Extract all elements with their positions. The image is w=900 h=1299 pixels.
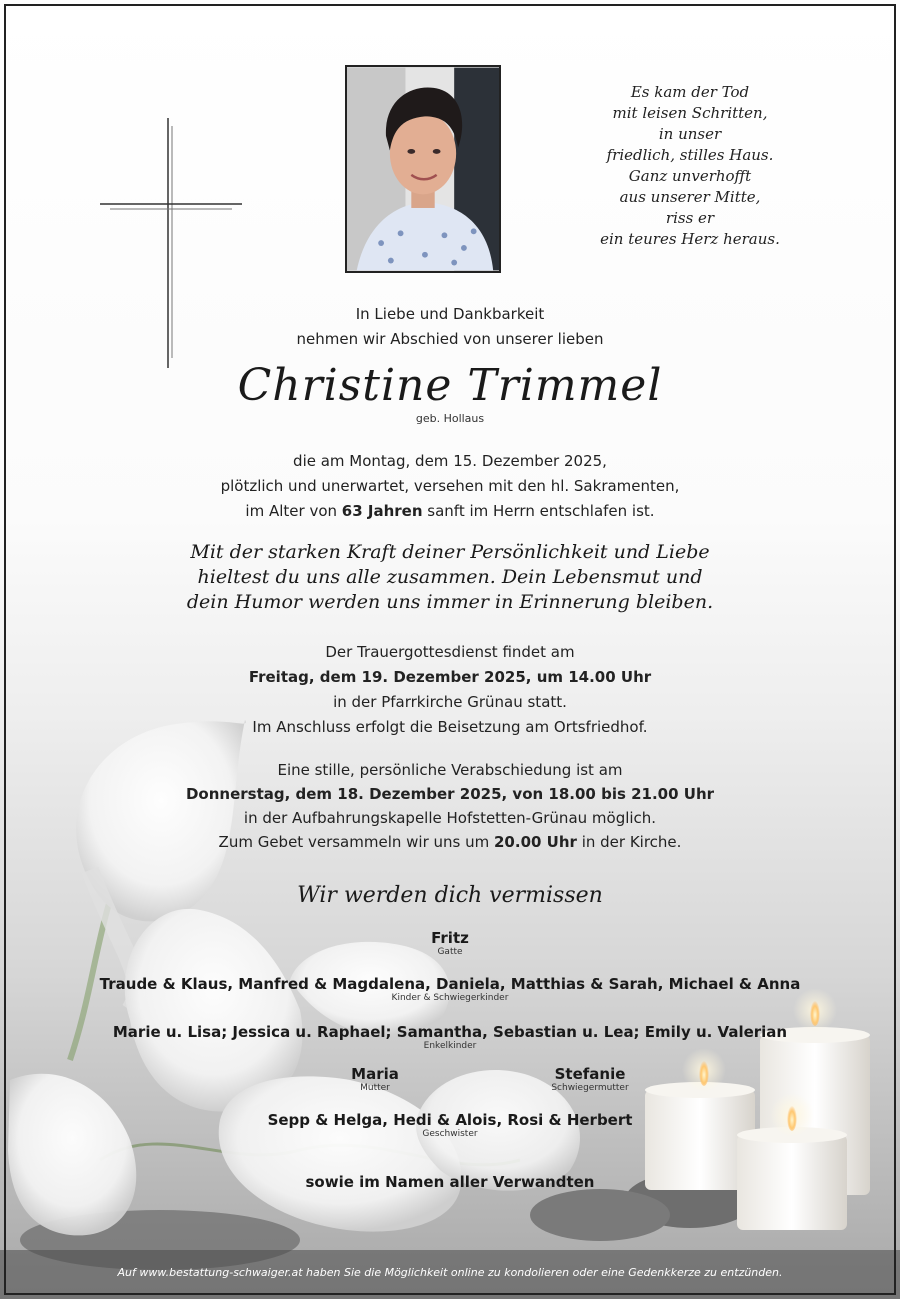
children-role: Kinder & Schwiegerkinder <box>391 993 509 1003</box>
spouse-name: Fritz <box>431 929 469 947</box>
farewell-info <box>40 758 860 854</box>
poem-line: riss er <box>665 209 715 227</box>
service-date-text: Freitag, dem 19. Dezember 2025, um 14.00 Uhr <box>248 668 652 686</box>
farewell-line-1: Eine stille, persönliche Verabschiedung ist am <box>277 761 623 779</box>
mother-name: Maria <box>351 1065 399 1083</box>
poem-line: mit leisen Schritten, <box>612 104 768 122</box>
quote-line: Mit der starken Kraft deiner Persönlichkeit und Liebe <box>190 541 710 563</box>
death-line-1: die am Montag, dem 15. Dezember 2025, <box>293 452 607 470</box>
family-spouse <box>40 929 860 957</box>
farewell-date <box>40 782 860 806</box>
relatives-text: sowie im Namen aller Verwandten <box>305 1173 595 1191</box>
siblings-role: Geschwister <box>422 1129 478 1139</box>
poem <box>560 82 820 250</box>
death-notice <box>40 449 860 524</box>
quote-line: hieltest du uns alle zusammen. Dein Lebensmut und <box>197 566 703 588</box>
maiden-name: geb. Hollaus <box>415 412 485 425</box>
intro-line: In Liebe und Dankbarkeit <box>355 305 545 323</box>
age: 63 Jahren <box>341 502 423 520</box>
mother-in-law-role: Schwiegermutter <box>551 1083 629 1093</box>
portrait-image <box>347 67 499 271</box>
family-mother <box>315 1065 435 1093</box>
children-names: Traude & Klaus, Manfred & Magdalena, Daniela, Matthias & Sarah, Michael & Anna <box>99 975 801 993</box>
service-date <box>40 665 860 690</box>
family-mother-in-law <box>525 1065 655 1093</box>
deceased-name: Christine Trimmel <box>237 360 663 411</box>
death-line-2: plötzlich und unerwartet, versehen mit den hl. Sakramenten, <box>220 477 680 495</box>
poem-line: aus unserer Mitte, <box>619 188 761 206</box>
poem-line: in unser <box>658 125 722 143</box>
spouse-role: Gatte <box>437 947 463 957</box>
death-line-3-a: im Alter von <box>245 502 342 520</box>
poem-line: Es kam der Tod <box>630 83 750 101</box>
death-line-3 <box>40 499 860 524</box>
poem-line: friedlich, stilles Haus. <box>606 146 774 164</box>
siblings-names: Sepp & Helga, Hedi & Alois, Rosi & Herbert <box>267 1111 633 1129</box>
service-line-3: in der Pfarrkirche Grünau statt. <box>333 693 567 711</box>
portrait-photo <box>345 65 501 273</box>
family-grandchildren <box>20 1023 880 1051</box>
grandchildren-names: Marie u. Lisa; Jessica u. Raphael; Samantha, Sebastian u. Lea; Emily u. Valerian <box>112 1023 788 1041</box>
death-line-3-c: sanft im Herrn entschlafen ist. <box>422 502 655 520</box>
memorial-quote <box>40 540 860 615</box>
prayer-time: 20.00 Uhr <box>494 833 577 851</box>
farewell-line-4 <box>40 830 860 854</box>
footer-note: Auf www.bestattung-schwaiger.at haben Sie die Möglichkeit online zu kondolieren oder eine Gedenkkerze zu entzünden. <box>117 1266 783 1279</box>
service-line-4: Im Anschluss erfolgt die Beisetzung am Ortsfriedhof. <box>252 718 648 736</box>
family-children <box>20 975 880 1003</box>
grandchildren-role: Enkelkinder <box>423 1041 477 1051</box>
family-siblings <box>40 1111 860 1139</box>
mother-in-law-name: Stefanie <box>554 1065 626 1083</box>
poem-line: Ganz unverhofft <box>628 167 752 185</box>
farewell-line-3: in der Aufbahrungskapelle Hofstetten-Grünau möglich. <box>243 809 657 827</box>
poem-line: ein teures Herz heraus. <box>600 230 780 248</box>
service-line-1: Der Trauergottesdienst findet am <box>325 643 575 661</box>
we-will-miss-you: Wir werden dich vermissen <box>297 883 603 908</box>
mother-role: Mutter <box>360 1083 390 1093</box>
intro-line: nehmen wir Abschied von unserer lieben <box>296 330 604 348</box>
family-relatives <box>40 1173 860 1191</box>
farewell-line-4-a: Zum Gebet versammeln wir uns um <box>218 833 494 851</box>
funeral-service-info <box>40 640 860 740</box>
quote-line: dein Humor werden uns immer in Erinnerung bleiben. <box>186 591 714 613</box>
intro-text <box>40 302 860 352</box>
farewell-date-text: Donnerstag, dem 18. Dezember 2025, von 18.00 bis 21.00 Uhr <box>185 785 715 803</box>
farewell-line-4-c: in der Kirche. <box>576 833 682 851</box>
